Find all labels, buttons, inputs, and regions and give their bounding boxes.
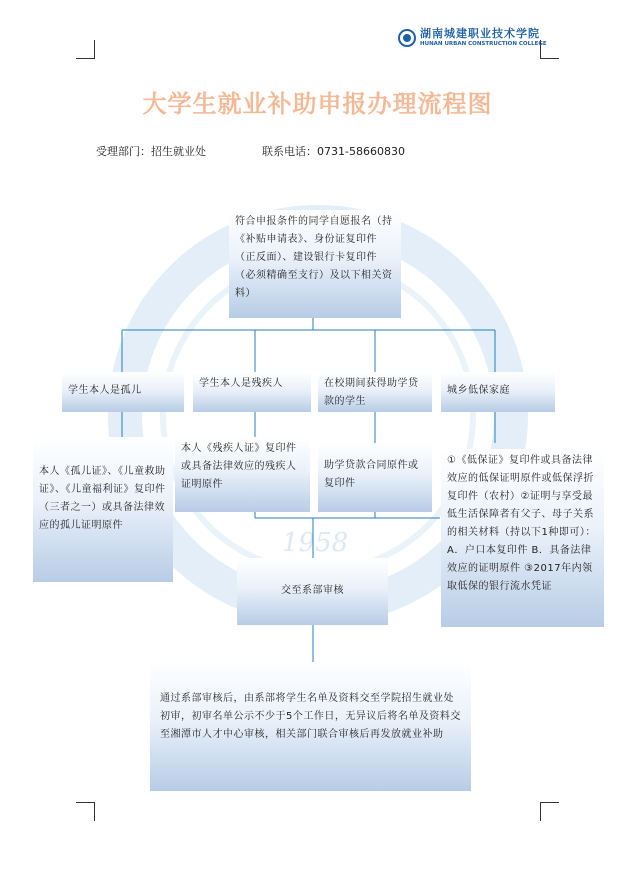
category-low-income-family: 城乡低保家庭 [441, 372, 555, 412]
category-orphan: 学生本人是孤儿 [62, 372, 184, 412]
requirement-orphan: 本人《孤儿证》、《儿童救助证》、《儿童福利证》复印件（三者之一）或具备法律效应的孤儿证明原件 [33, 437, 173, 582]
category-disabled: 学生本人是残疾人 [193, 372, 311, 412]
flow-start-box: 符合申报条件的同学自愿报名（持《补贴申请表》、身份证复印件（正反面）、建设银行卡复印件（必须精确至支行）及以下相关资料） [229, 210, 401, 318]
logo-english-name: HUNAN URBAN CONSTRUCTION COLLEGE [420, 41, 547, 47]
requirement-student-loan: 助学贷款合同原件或复印件 [318, 443, 432, 512]
requirement-low-income: ①《低保证》复印件或具备法律效应的低保证明原件或低保浮折复印件（农村）②证明与享受最低生活保障者有父子、母子关系的相关材料（持以下1种即可）：A．户口本复印件 B．具备法律效应的证明原件 ③2017年内领取低保的银行流水凭证 [441, 449, 604, 627]
watermark-year: 1958 [282, 528, 349, 558]
final-process-box: 通过系部审核后，由系部将学生名单及资料交至学院招生就业处初审，初审名单公示不少于5个工作日，无异议后将名单及资料交至湘潭市人才中心审核，相关部门联合审核后再发放就业补助 [150, 662, 471, 791]
logo-chinese-name: 湖南城建职业技术学院 [420, 27, 540, 40]
category-student-loan: 在校期间获得助学贷款的学生 [318, 372, 432, 412]
department-review-box: 交至系部审核 [237, 558, 388, 625]
page-title: 大学生就业补助申报办理流程图 [142, 89, 493, 118]
department-label: 受理部门：招生就业处 [96, 145, 206, 158]
requirement-disabled: 本人《残疾人证》复印件或具备法律效应的残疾人证明原件 [175, 437, 310, 512]
phone-label: 联系电话：0731-58660830 [262, 145, 405, 158]
